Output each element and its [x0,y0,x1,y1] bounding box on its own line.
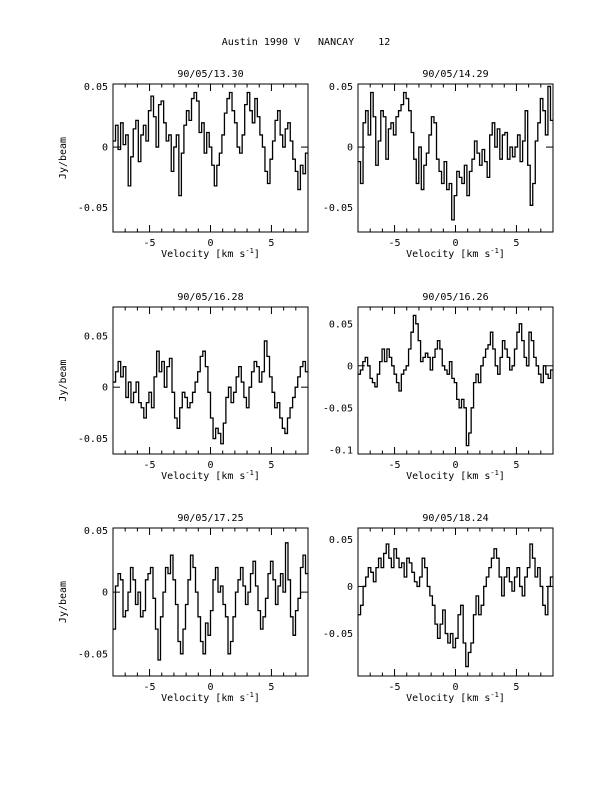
y-tick-label: -0.05 [77,434,108,446]
y-tick-label: 0 [101,382,108,394]
plot-frame [113,528,308,676]
x-tick-label: 5 [268,238,275,249]
y-tick-label: 0 [101,587,108,599]
x-tick-label: 0 [207,682,214,693]
x-tick-label: -5 [143,460,156,471]
x-tick-label: -5 [388,682,401,693]
panel-2 [323,0,553,792]
spectrum-series-line [358,544,553,667]
panel-4 [323,0,553,792]
y-axis-label: Jy/beam [58,359,69,402]
x-tick-label: 5 [513,682,520,693]
chart-title: 90/05/13.30 [177,69,244,80]
spectrum-series-line [113,341,308,444]
x-tick-label: 5 [513,460,520,471]
chart-title: 90/05/16.28 [177,292,244,303]
x-tick-label: 0 [207,460,214,471]
y-tick-label: 0.05 [328,81,353,93]
x-axis-label: Velocity [km $s^{-1}$] [406,247,505,260]
x-tick-label: 0 [452,682,459,693]
y-tick-label: -0.05 [322,629,353,641]
y-tick-label: -0.05 [77,203,108,215]
plot-frame [358,528,553,676]
chart-title: 90/05/14.29 [422,69,489,80]
x-tick-label: 0 [452,238,459,249]
y-tick-label: 0 [101,142,108,154]
panel-6 [323,0,553,792]
chart-title: 90/05/17.25 [177,513,244,524]
x-tick-label: 0 [452,460,459,471]
y-tick-label: -0.05 [322,203,353,215]
x-tick-label: 0 [207,238,214,249]
y-tick-label: 0 [346,581,353,593]
plot-frame [113,84,308,232]
panel-5 [58,0,308,792]
x-tick-label: -5 [143,682,156,693]
x-axis-label: Velocity [km $s^{-1}$] [406,469,505,482]
y-tick-label: 0.05 [83,525,108,537]
y-tick-label: 0.05 [328,534,353,546]
x-tick-label: -5 [388,460,401,471]
x-tick-label: -5 [388,238,401,249]
page-title: Austin 1990 V NANCAY 12 [221,37,391,48]
y-tick-label: 0.05 [83,81,108,93]
y-tick-label: -0.05 [322,403,353,415]
panel-3 [58,0,308,792]
y-tick-label: -0.05 [77,649,108,661]
chart-title: 90/05/16.26 [422,292,489,303]
y-axis-label: Jy/beam [58,580,69,624]
y-tick-label: -0.1 [328,445,353,457]
plot-frame [358,84,553,232]
y-tick-label: 0 [346,361,353,373]
spectrum-series-line [113,92,308,195]
y-axis-label: Jy/beam [58,136,69,180]
chart-title: 90/05/18.24 [422,513,489,524]
spectrum-series-line [358,86,553,219]
spectrum-series-line [113,543,308,660]
x-axis-label: Velocity [km $s^{-1}$] [161,247,260,260]
x-tick-label: -5 [143,238,156,249]
plot-frame [113,307,308,454]
x-tick-label: 5 [513,238,520,249]
x-axis-label: Velocity [km $s^{-1}$] [161,691,260,704]
x-axis-label: Velocity [km $s^{-1}$] [161,469,260,482]
y-tick-label: 0.05 [83,331,108,343]
y-tick-label: 0.05 [328,319,353,331]
y-tick-label: 0 [346,142,353,154]
x-axis-label: Velocity [km $s^{-1}$] [406,691,505,704]
spectrum-series-line [358,315,553,445]
plot-frame [358,307,553,454]
x-tick-label: 5 [268,682,275,693]
x-tick-label: 5 [268,460,275,471]
panel-1 [58,0,308,792]
